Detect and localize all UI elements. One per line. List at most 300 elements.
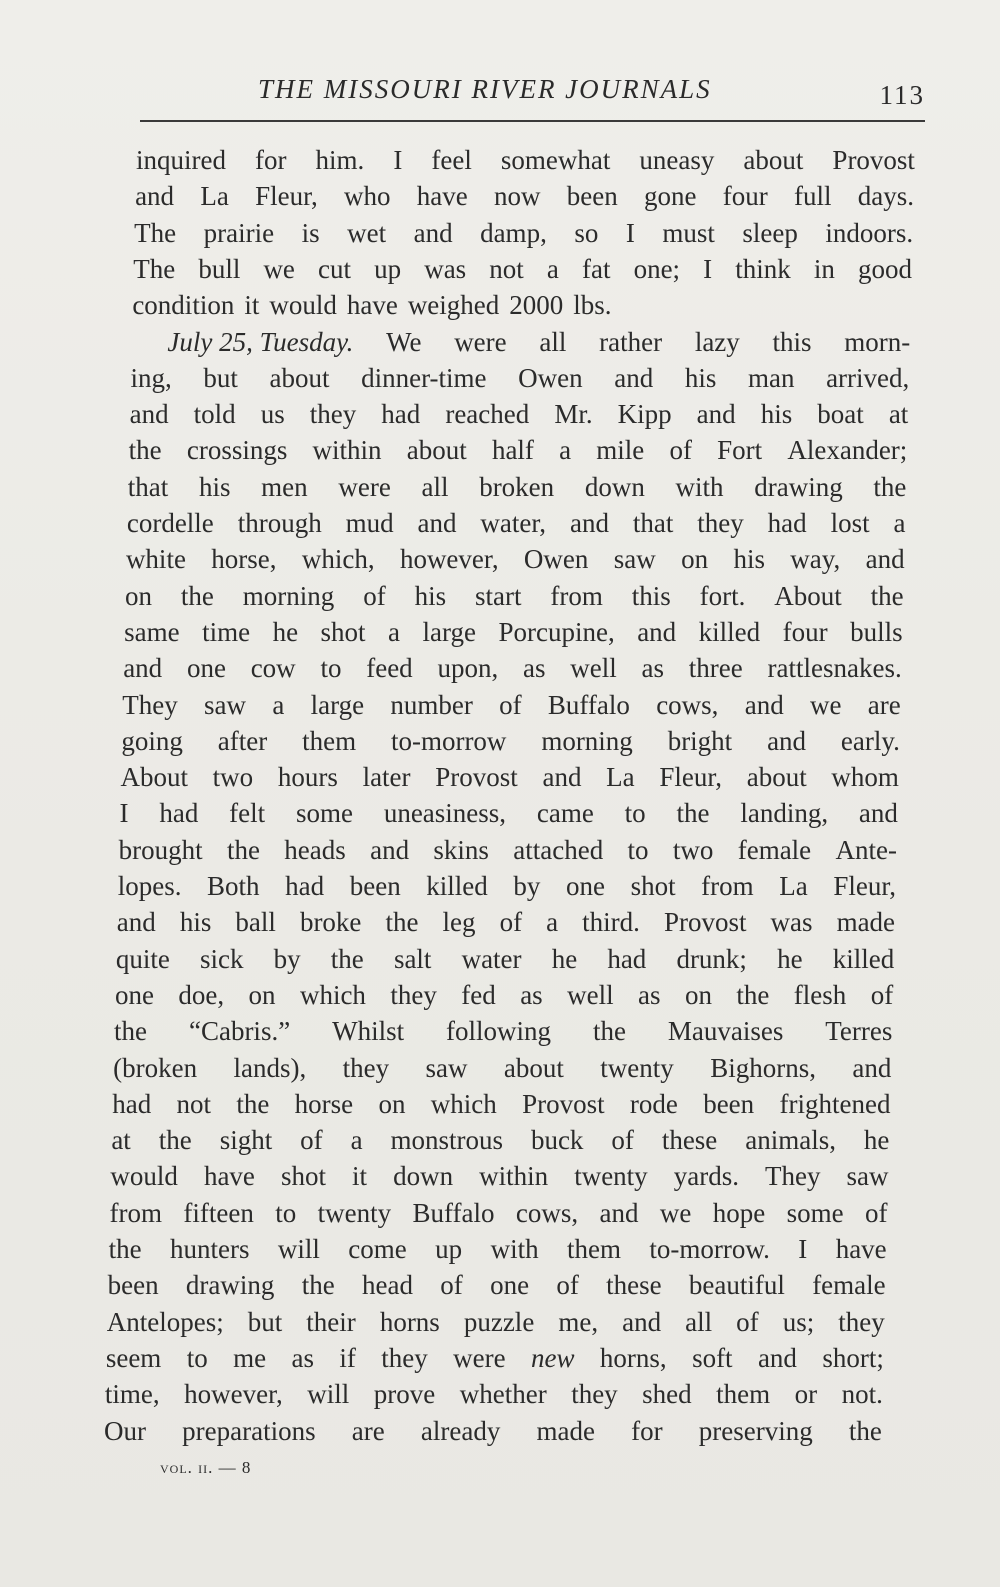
word: three xyxy=(688,653,743,684)
word: bright xyxy=(667,725,733,756)
word: uneasy xyxy=(639,145,715,175)
word: it xyxy=(352,1161,368,1192)
word: sick xyxy=(200,943,244,974)
word: and xyxy=(767,725,807,756)
word: I xyxy=(119,798,129,829)
word: one xyxy=(186,653,226,684)
word: now xyxy=(494,181,541,212)
word: time, xyxy=(104,1379,160,1410)
word: on xyxy=(681,544,709,575)
word: already xyxy=(420,1415,501,1446)
word: Bighorns, xyxy=(710,1052,816,1083)
word: they xyxy=(838,1306,885,1337)
word: ing, xyxy=(130,362,172,393)
word: horse, xyxy=(211,544,277,575)
word: gone xyxy=(644,181,697,212)
word: cows, xyxy=(515,1197,579,1228)
word: as xyxy=(638,979,661,1010)
text-line xyxy=(108,1267,886,1303)
word: They xyxy=(765,1161,821,1192)
text-line xyxy=(112,1086,890,1122)
word: his xyxy=(179,907,212,938)
word: a xyxy=(546,253,559,284)
word: them xyxy=(567,1234,621,1264)
word: by xyxy=(273,943,301,974)
word: fed xyxy=(461,979,496,1010)
word: in xyxy=(813,253,835,284)
word: down xyxy=(584,471,645,502)
word: beautiful xyxy=(688,1270,785,1301)
word: buck xyxy=(530,1125,584,1156)
word: third. xyxy=(582,907,640,938)
word: and xyxy=(116,907,156,938)
word: four xyxy=(722,181,768,212)
word: hope xyxy=(712,1197,766,1228)
word: shot xyxy=(630,871,676,901)
word: sleep xyxy=(742,217,798,248)
word: would xyxy=(110,1161,178,1192)
word: doe, xyxy=(178,979,225,1010)
word: water, xyxy=(480,508,547,538)
word: the xyxy=(873,471,907,502)
word: would xyxy=(269,290,337,321)
text-line xyxy=(117,904,895,940)
word: a xyxy=(272,689,285,720)
word: to xyxy=(627,834,649,865)
word: short; xyxy=(822,1342,884,1373)
word: water xyxy=(461,943,522,974)
word: attached xyxy=(513,834,604,865)
word: from xyxy=(109,1197,162,1228)
word: up xyxy=(374,253,402,284)
word: Provost xyxy=(832,145,915,175)
word: whether xyxy=(459,1379,547,1410)
word: to-morrow. xyxy=(649,1234,770,1264)
word: on xyxy=(378,1088,406,1119)
word: About xyxy=(120,762,188,793)
word: the xyxy=(676,798,710,829)
word: animals, xyxy=(745,1125,836,1156)
word: Alexander; xyxy=(787,435,908,466)
word: puzzle xyxy=(463,1306,535,1337)
word: are xyxy=(351,1415,385,1446)
word: about xyxy=(406,435,467,466)
word: preparations xyxy=(182,1415,316,1446)
word: as xyxy=(522,653,546,684)
word: Buffalo xyxy=(547,689,630,720)
word: Mauvaises xyxy=(667,1016,784,1047)
word: about xyxy=(746,762,807,793)
word: same xyxy=(124,616,180,647)
word: of xyxy=(556,1270,579,1301)
word: so xyxy=(574,217,599,248)
word: horse xyxy=(294,1088,354,1119)
text-line xyxy=(130,396,909,432)
word: them xyxy=(302,725,357,756)
word: felt xyxy=(229,798,266,829)
word: these xyxy=(606,1270,662,1301)
word: him. xyxy=(315,145,365,175)
word: cows, xyxy=(656,689,719,720)
word: of xyxy=(870,979,894,1010)
word: saw xyxy=(425,1052,468,1083)
word: the xyxy=(226,834,260,865)
word: sight xyxy=(219,1125,273,1156)
word: he xyxy=(551,943,578,974)
word: this xyxy=(772,326,812,357)
word: on xyxy=(125,580,153,611)
text-line xyxy=(127,505,906,541)
word: and xyxy=(542,762,582,793)
word: I xyxy=(393,145,403,175)
word: made xyxy=(836,907,896,938)
word: and xyxy=(417,508,457,538)
word: saw xyxy=(204,689,247,720)
word: came xyxy=(536,798,594,829)
word: saw xyxy=(613,544,656,575)
word: they xyxy=(381,1342,428,1373)
word: as xyxy=(291,1342,314,1373)
text-line xyxy=(167,324,910,360)
word: Fleur, xyxy=(659,762,723,793)
word: this xyxy=(631,580,671,611)
word: I xyxy=(798,1234,808,1264)
word: all xyxy=(421,471,449,502)
word: Fleur, xyxy=(255,181,318,212)
word: through xyxy=(237,508,322,538)
word: his xyxy=(684,362,717,393)
word: large xyxy=(422,616,476,647)
word: mile xyxy=(596,435,645,466)
word: bull xyxy=(198,253,241,284)
word: a xyxy=(546,907,559,938)
word: these xyxy=(661,1125,718,1156)
word: told xyxy=(193,399,236,430)
word: of xyxy=(499,907,523,938)
word: from xyxy=(701,871,754,901)
text-line xyxy=(109,1231,887,1267)
word: the xyxy=(870,580,904,611)
word: not. xyxy=(841,1379,883,1410)
word: are xyxy=(867,689,901,720)
word: with xyxy=(490,1234,539,1264)
word: and xyxy=(852,1052,892,1083)
page-number: 113 xyxy=(879,80,925,110)
word: within xyxy=(479,1161,549,1192)
word: the xyxy=(301,1270,335,1301)
word: and xyxy=(614,362,654,393)
word: and xyxy=(696,399,736,430)
word: if xyxy=(339,1342,356,1373)
word: but xyxy=(203,362,238,393)
word: and xyxy=(858,798,898,829)
word: them xyxy=(716,1379,771,1410)
word: Both xyxy=(207,871,260,901)
word: from xyxy=(550,580,603,611)
word: going xyxy=(121,725,183,756)
word: good xyxy=(857,253,912,284)
text-line xyxy=(131,360,910,396)
word: whom xyxy=(831,762,899,793)
word: who xyxy=(344,181,391,212)
word: and xyxy=(637,616,677,647)
word: time xyxy=(202,616,251,647)
word: uneasiness, xyxy=(383,798,507,829)
word: La xyxy=(200,181,229,212)
word: were xyxy=(454,326,507,357)
word: broken xyxy=(479,471,555,502)
word: he xyxy=(863,1125,890,1156)
word: morning xyxy=(541,725,633,756)
word: indoors. xyxy=(825,217,914,248)
word: cow xyxy=(250,653,296,684)
word: feed xyxy=(366,653,413,684)
word: and xyxy=(413,217,453,248)
word: one xyxy=(490,1270,530,1301)
word: must xyxy=(662,217,715,248)
word: have xyxy=(346,290,398,321)
word: however, xyxy=(399,544,499,575)
word: brought xyxy=(118,834,203,865)
word: he xyxy=(272,616,299,647)
text-line xyxy=(120,759,899,795)
word: horns, xyxy=(599,1342,667,1373)
word: shot xyxy=(320,616,366,647)
word: and xyxy=(135,181,175,212)
word: was xyxy=(770,907,813,938)
word: They xyxy=(122,689,178,720)
word: some xyxy=(295,798,353,829)
word: we xyxy=(809,689,842,720)
word: been xyxy=(107,1270,159,1301)
running-title: THE MISSOURI RIVER JOURNALS xyxy=(258,74,712,104)
signature-mark: vol. ii. — 8 xyxy=(160,1458,252,1477)
word: of xyxy=(865,1197,888,1228)
word: (broken xyxy=(113,1052,198,1083)
word: full xyxy=(794,181,832,212)
word: frightened xyxy=(779,1088,891,1119)
word: to xyxy=(320,653,342,684)
text-line xyxy=(116,941,894,977)
word: twenty xyxy=(600,1052,674,1083)
word: however, xyxy=(184,1379,283,1410)
word: dinner-time xyxy=(361,362,487,393)
word: I xyxy=(703,253,713,284)
word: of xyxy=(736,1306,759,1337)
word: preserving xyxy=(698,1415,813,1446)
word: two xyxy=(672,834,714,865)
word: inquired xyxy=(136,145,226,175)
word: they xyxy=(309,399,357,430)
text-line xyxy=(109,1195,887,1231)
word: will xyxy=(307,1379,350,1410)
word: have xyxy=(203,1161,255,1192)
word: lopes. xyxy=(117,871,182,901)
text-line xyxy=(126,541,905,577)
word: Provost xyxy=(663,907,747,938)
word: somewhat xyxy=(500,145,611,175)
word: white xyxy=(125,544,186,575)
word: heads xyxy=(284,834,346,865)
word: is xyxy=(301,217,320,248)
word: the xyxy=(330,943,364,974)
word: Our xyxy=(104,1415,146,1446)
word: as xyxy=(520,979,543,1010)
word: twenty xyxy=(574,1161,648,1192)
word: been xyxy=(566,181,618,212)
word: hours xyxy=(277,762,338,793)
word: Buffalo xyxy=(412,1197,495,1228)
word: rode xyxy=(629,1088,678,1119)
word: Fleur, xyxy=(833,871,896,901)
word: but xyxy=(247,1306,283,1337)
word: 2000 xyxy=(509,290,564,321)
text-line xyxy=(133,251,912,287)
word: after xyxy=(217,725,268,756)
word: of xyxy=(363,580,386,611)
word: Terres xyxy=(825,1016,893,1047)
word: early. xyxy=(840,725,900,756)
word: half xyxy=(491,435,534,466)
word: reached xyxy=(445,399,530,430)
text-line xyxy=(120,795,898,831)
word: down xyxy=(393,1161,454,1192)
word: they xyxy=(390,979,437,1010)
text-line xyxy=(105,1376,883,1412)
word: their xyxy=(306,1306,356,1337)
text-line xyxy=(123,650,902,686)
word: prairie xyxy=(203,217,275,248)
word: or xyxy=(794,1379,818,1410)
text-line xyxy=(107,1304,885,1340)
text-line xyxy=(135,178,914,214)
word: his xyxy=(198,471,231,502)
word: will xyxy=(277,1234,320,1264)
word: they xyxy=(571,1379,618,1410)
word: with xyxy=(675,471,724,502)
word: We xyxy=(386,326,422,357)
word: drawing xyxy=(754,471,843,502)
text-line xyxy=(132,287,611,323)
word: to xyxy=(186,1342,208,1373)
word: Fort xyxy=(717,435,763,466)
word: Ante- xyxy=(835,834,897,865)
word: a xyxy=(388,616,401,647)
word: of xyxy=(300,1125,323,1156)
word: bulls xyxy=(850,616,903,647)
word: the xyxy=(114,1016,148,1047)
text-line xyxy=(113,1050,891,1086)
word: of xyxy=(669,435,692,466)
word: a xyxy=(893,508,906,538)
word: fifteen xyxy=(183,1197,254,1228)
word: well xyxy=(570,653,617,684)
word: lbs. xyxy=(573,290,612,321)
word: were xyxy=(453,1342,506,1373)
word: on xyxy=(248,979,276,1010)
word: drunk; xyxy=(676,943,747,974)
word: at xyxy=(888,399,909,430)
word: lands), xyxy=(233,1052,307,1083)
word: to-morrow xyxy=(390,725,507,756)
text-line xyxy=(110,1158,888,1194)
word: shot xyxy=(280,1161,326,1192)
word: feel xyxy=(431,145,472,175)
word: all xyxy=(539,326,567,357)
word: by xyxy=(513,871,541,901)
word: had xyxy=(607,943,647,974)
word: made xyxy=(536,1415,595,1446)
word: soft xyxy=(692,1342,733,1373)
word: man xyxy=(747,362,795,393)
word: morning xyxy=(242,580,335,611)
word: fort. xyxy=(699,580,746,611)
word: Owen xyxy=(518,362,583,393)
word: it xyxy=(244,290,260,321)
word: were xyxy=(338,471,391,502)
word: killed xyxy=(426,871,488,901)
word: way, xyxy=(790,544,841,575)
word: killed xyxy=(832,943,895,974)
word: up xyxy=(435,1234,463,1264)
word: later xyxy=(362,762,411,793)
word: on xyxy=(684,979,712,1010)
word: seem xyxy=(105,1342,162,1373)
word: a xyxy=(350,1125,363,1156)
word: had xyxy=(285,871,325,901)
word: damp, xyxy=(480,217,547,248)
word: and xyxy=(123,653,163,684)
word: Porcupine, xyxy=(498,616,615,647)
word: had xyxy=(767,508,807,538)
text-line xyxy=(111,1122,889,1158)
text-line xyxy=(115,977,893,1013)
text-line xyxy=(114,1013,892,1049)
word: men xyxy=(261,471,308,502)
word: us; xyxy=(782,1306,815,1337)
word: one xyxy=(565,871,605,901)
word: cordelle xyxy=(126,508,214,538)
word: some xyxy=(786,1197,844,1228)
text-line xyxy=(128,469,907,505)
word: one xyxy=(114,979,154,1010)
word: About xyxy=(774,580,842,611)
word: to xyxy=(624,798,646,829)
word: new xyxy=(531,1342,575,1373)
word: to xyxy=(275,1197,297,1228)
word: we xyxy=(263,253,295,284)
text-line xyxy=(118,868,896,904)
word: days. xyxy=(857,181,915,212)
word: mud xyxy=(345,508,394,538)
word: wet xyxy=(347,217,387,248)
word: we xyxy=(659,1197,692,1228)
word: the xyxy=(385,907,419,938)
word: his xyxy=(414,580,447,611)
word: rather xyxy=(599,326,663,357)
word: about xyxy=(743,145,804,175)
word: within xyxy=(312,435,382,466)
word: ball xyxy=(235,907,276,938)
word: upon, xyxy=(437,653,499,684)
word: not xyxy=(489,253,524,284)
word: four xyxy=(782,616,828,647)
word: following xyxy=(446,1016,552,1047)
word: the xyxy=(180,580,214,611)
word: at xyxy=(111,1125,131,1156)
word: have xyxy=(835,1234,887,1264)
text-line xyxy=(129,432,908,468)
